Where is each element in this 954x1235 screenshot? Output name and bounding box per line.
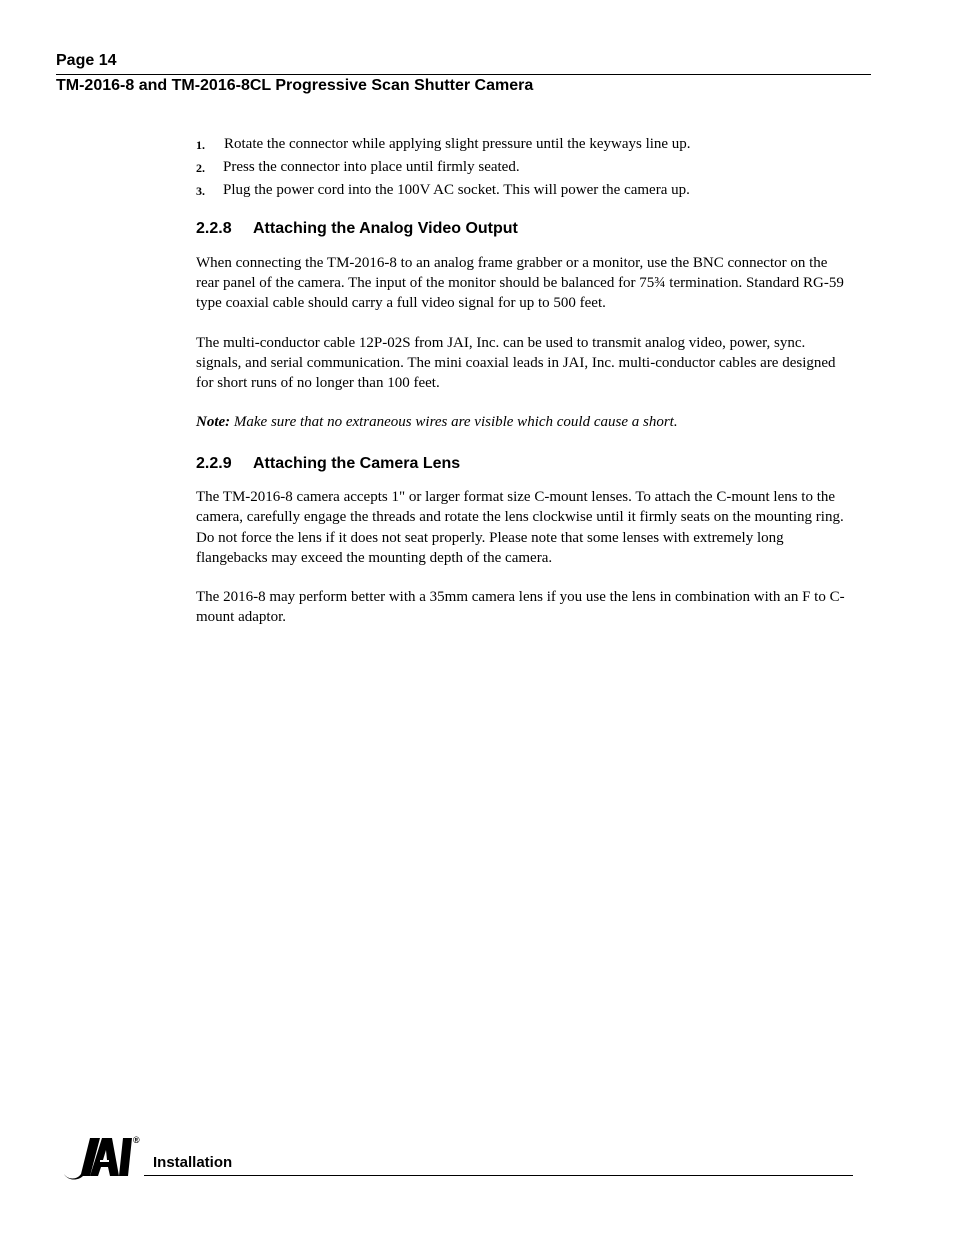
step-number: 3. bbox=[196, 184, 205, 198]
list-item bbox=[196, 180, 846, 200]
document-title: TM-2016-8 and TM-2016-8CL Progressive Scan Shutter Camera bbox=[56, 77, 534, 94]
note-label: Note: bbox=[196, 414, 231, 431]
section-title: Attaching the Analog Video Output bbox=[253, 220, 518, 237]
list-item bbox=[196, 157, 846, 177]
step-number: 2. bbox=[196, 161, 205, 175]
section-number: 2.2.8 bbox=[196, 220, 232, 237]
section-heading-camera-lens bbox=[196, 454, 846, 474]
section-number: 2.2.9 bbox=[196, 455, 232, 473]
footer-rule bbox=[144, 1175, 853, 1176]
step-number: 1. bbox=[196, 138, 205, 152]
page-content bbox=[196, 134, 846, 627]
paragraph: The multi-conductor cable 12P-02S from JAI, Inc. can be used to transmit analog video, power, sync. signals, and serial communication. The mini coaxial leads in JAI, Inc. multi-conductor cables are designed for short runs of no longer than 100 feet. bbox=[196, 334, 836, 392]
jai-logo bbox=[62, 1133, 142, 1181]
step-text: Press the connector into place until firmly seated. bbox=[223, 159, 520, 175]
note-text: Make sure that no extraneous wires are visible which could cause a short. bbox=[233, 414, 678, 431]
paragraph: The 2016-8 may perform better with a 35mm camera lens if you use the lens in combination with an F to C-mount adaptor. bbox=[196, 589, 845, 626]
paragraph: The TM-2016-8 camera accepts 1" or larger format size C-mount lenses. To attach the C-mount lens to the camera, carefully engage the threads and rotate the lens clockwise until it firmly seats on the mounting ring. Do not force the lens if it does not seat properly. Please note that some lenses with extremely long flangebacks may exceed the mounting depth of the camera. bbox=[196, 489, 844, 566]
jai-logo-mark bbox=[64, 1138, 132, 1180]
registered-mark: ® bbox=[133, 1135, 140, 1145]
section-heading-analog-video bbox=[196, 219, 846, 239]
paragraph: When connecting the TM-2016-8 to an analog frame grabber or a monitor, use the BNC connector on the rear panel of the camera. The input of the monitor should be balanced for 75¾ termination. Standard RG-59 type coaxial cable should carry a full video signal for up to 500 feet. bbox=[196, 255, 844, 312]
step-text: Rotate the connector while applying slight pressure until the keyways line up. bbox=[224, 136, 691, 152]
page-header-label: Page 14 bbox=[56, 52, 117, 69]
footer-section-label: Installation bbox=[153, 1154, 233, 1171]
list-item bbox=[196, 134, 846, 154]
note bbox=[196, 412, 846, 432]
step-list bbox=[196, 134, 846, 200]
step-text: Plug the power cord into the 100V AC socket. This will power the camera up. bbox=[223, 182, 690, 198]
section-title: Attaching the Camera Lens bbox=[253, 455, 461, 473]
header-rule bbox=[56, 74, 871, 75]
